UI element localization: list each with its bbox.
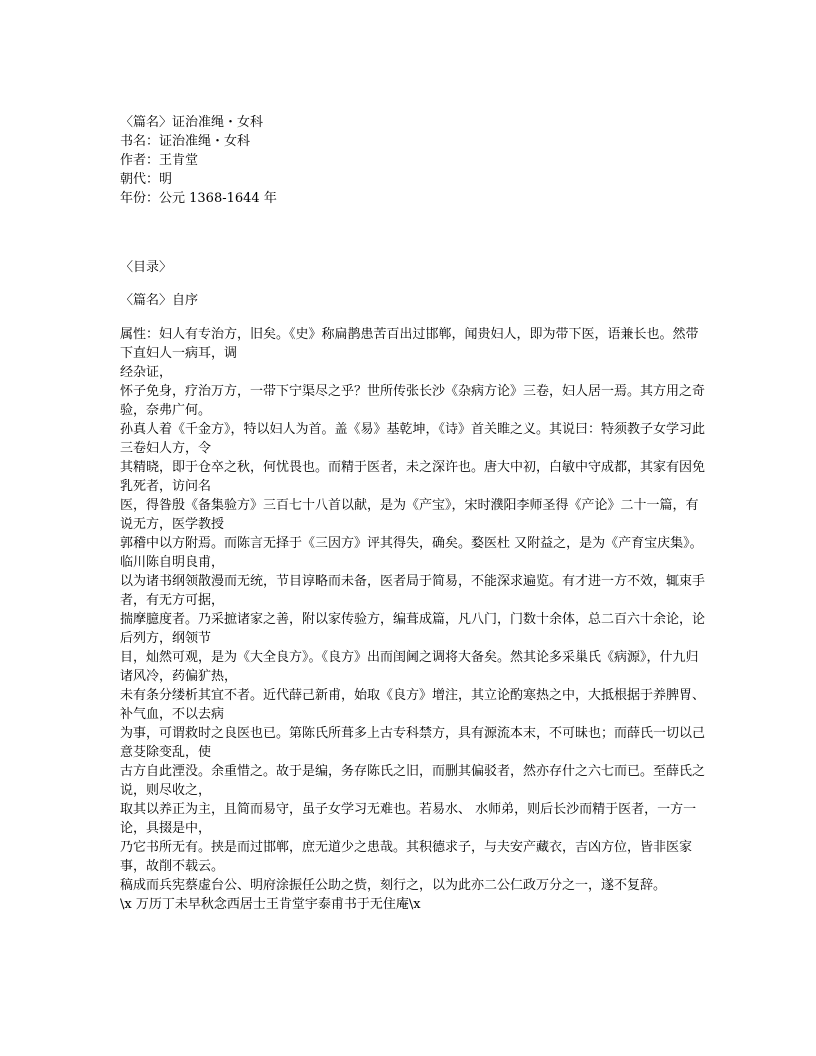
paragraph: 乃它书所无有。挟是而过邯郸，庶无道少之患哉。其积德求子，与夫安产藏衣，吉凶方位，皆非医家事，故削不载云。 <box>120 840 693 874</box>
document-page <box>120 113 705 914</box>
paragraph: 经杂证， <box>120 365 173 380</box>
paragraph: 古方自此湮没。余重惜之。故于是编，务存陈氏之旧，而删其偏驳者，然亦存什之六七而已。至薛氏之说，则尽收之， <box>120 764 706 798</box>
section-title: 〈篇名〉证治准绳・女科 <box>120 115 264 130</box>
paragraph: 怀子免身，疗治万方，一带下宁渠尽之乎？世所传张长沙《杂病方论》三卷，妇人居一焉。其方用之奇验，奈弗广何。 <box>120 384 706 418</box>
paragraph: 孙真人着《千金方》，特以妇人为首。盖《易》基乾坤，《诗》首关睢之义。其说曰：特须教子女学习此三卷妇人方，令 <box>120 422 706 456</box>
toc-label: 〈目录〉 <box>120 260 173 275</box>
signature-line: \x 万历丁未早秋念西居士王肯堂宇泰甫书于无住庵\x <box>120 897 421 912</box>
preface-body <box>120 325 705 914</box>
dynasty: 朝代：明 <box>120 172 173 187</box>
author: 作者：王肯堂 <box>120 153 199 168</box>
years: 年份：公元 1368-1644 年 <box>120 191 277 206</box>
preface-title: 〈篇名〉自序 <box>120 293 199 308</box>
paragraph: 郭稽中以方附焉。而陈言无择于《三因方》评其得失，确矣。婺医杜 又附益之，是为《产育宝庆集》。临川陈自明良甫， <box>120 536 703 570</box>
paragraph: 为事，可谓救时之良医也已。第陈氏所葺多上古专科禁方，具有源流本末，不可昧也；而薛氏一切以己意芟除变乱，使 <box>120 726 706 760</box>
book-title: 书名：证治准绳・女科 <box>120 134 251 149</box>
paragraph: 属性：妇人有专治方，旧矣。《史》称扁鹊患苦百出过邯郸，闻贵妇人，即为带下医，语兼长也。然带下直妇人一病耳，调 <box>120 327 699 361</box>
paragraph: 其精晓，即于仓卒之秋，何忧畏也。而精于医者，未之深许也。唐大中初，白敏中守成都，其家有因免乳死者，访问名 <box>120 460 706 494</box>
paragraph: 稿成而兵宪蔡虚台公、明府涂振任公助之赀，刻行之，以为此亦二公仁政万分之一，遂不复辞。 <box>120 878 667 893</box>
paragraph: 目，灿然可观，是为《大全良方》。《良方》出而闺阃之调将大备矣。然其论多采巢氏《病源》，什九归诸风冷，药偏犷热， <box>120 650 699 684</box>
paragraph: 取其以养正为主，且简而易守，虽子女学习无难也。若易水、 水师弟，则后长沙而精于医者，一方一论，具掇是中， <box>120 802 697 836</box>
paragraph: 揣摩臆度者。乃采摭诸家之善，附以家传验方，编葺成篇，凡八门，门数十余体，总二百六十余论，论后列方，纲领节 <box>120 612 706 646</box>
paragraph: 未有条分缕析其宜不者。近代薛己新甫，始取《良方》增注，其立论酌寒热之中，大抵根据于养脾胃、补气血，不以去病 <box>120 688 706 722</box>
paragraph: 医，得昝殷《备集验方》三百七十八首以献，是为《产宝》，宋时濮阳李师圣得《产论》二十一篇，有说无方，医学教授 <box>120 498 699 532</box>
paragraph: 以为诸书纲领散漫而无统，节目谆略而未备，医者局于简易，不能深求遍览。有才进一方不效，辄束手者，有无方可据， <box>120 574 706 608</box>
